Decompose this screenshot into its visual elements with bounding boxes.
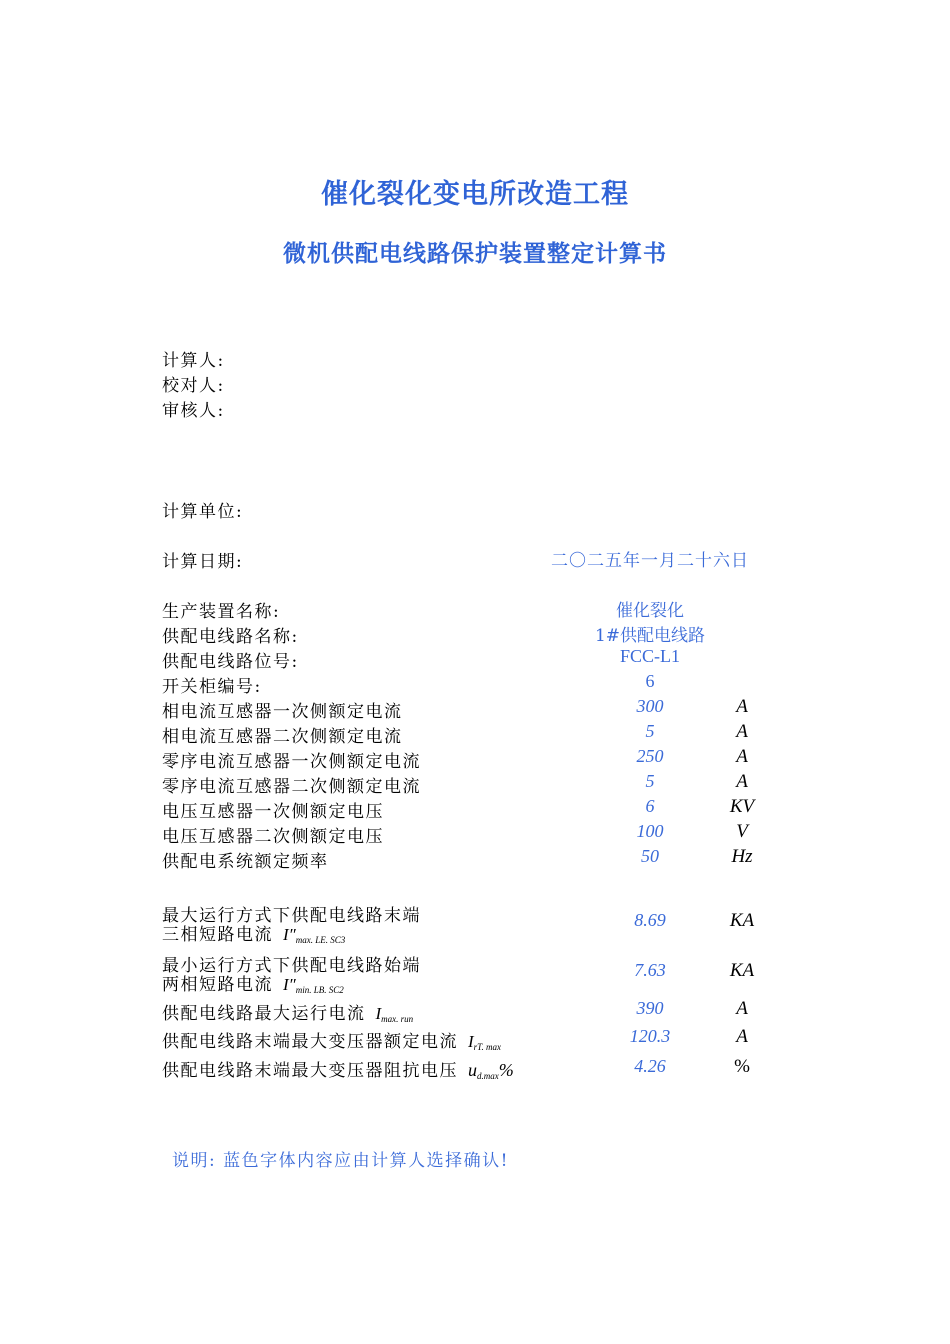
document-title: 微机供配电线路保护装置整定计算书 xyxy=(283,240,667,267)
param-unit: A xyxy=(736,721,748,742)
extra-label: 供配电线路末端最大变压器阻抗电压 $u_{d.max}\%$ xyxy=(162,1060,514,1081)
sc-label-line1: 最大运行方式下供配电线路末端 xyxy=(162,906,421,926)
extra-value: 390 xyxy=(636,998,664,1018)
param-label: 相电流互感器一次侧额定电流 xyxy=(162,702,403,722)
param-unit: KV xyxy=(729,796,755,817)
extra-label: 供配电线路末端最大变压器额定电流 $I_{rT. max}$ xyxy=(162,1032,502,1052)
sc-symbol: $I''_{max. LE. SC3}$ xyxy=(283,925,346,945)
extra-symbol: $I_{rT. max}$ xyxy=(468,1032,502,1052)
param-label: 开关柜编号: xyxy=(162,677,262,697)
extra-symbol: $u_{d.max}\%$ xyxy=(468,1060,514,1081)
calculator-label: 计算人: xyxy=(162,351,225,371)
param-value: 1#供配电线路 xyxy=(594,626,706,646)
project-title: 催化裂化变电所改造工程 xyxy=(321,179,629,210)
param-label: 相电流互感器二次侧额定电流 xyxy=(162,727,403,747)
param-label: 电压互感器二次侧额定电压 xyxy=(162,827,384,847)
checker-label: 校对人: xyxy=(162,376,225,396)
extra-unit: A xyxy=(736,998,748,1019)
param-value: 100 xyxy=(636,821,664,841)
param-value: 5 xyxy=(645,771,655,791)
sc-value: 8.69 xyxy=(634,910,666,930)
param-value: 300 xyxy=(636,696,664,716)
calc-date-value: 二〇二五年一月二十六日 xyxy=(551,551,749,571)
param-value: 催化裂化 xyxy=(616,601,684,621)
sc-label-line1: 最小运行方式下供配电线路始端 xyxy=(162,956,421,976)
param-label: 供配电系统额定频率 xyxy=(162,852,329,872)
note-text: 说明: 蓝色字体内容应由计算人选择确认! xyxy=(172,1151,509,1171)
param-value: 50 xyxy=(641,846,659,866)
param-value: 5 xyxy=(645,721,655,741)
param-unit: V xyxy=(736,821,748,842)
param-label: 零序电流互感器一次侧额定电流 xyxy=(162,752,421,772)
sc-label-line2: 三相短路电流 $I''_{max. LE. SC3}$ xyxy=(162,925,346,945)
extra-value: 4.26 xyxy=(634,1056,666,1076)
param-unit: A xyxy=(736,696,748,717)
calc-unit-label: 计算单位: xyxy=(162,502,244,522)
param-value: 6 xyxy=(645,796,655,816)
calc-date-label: 计算日期: xyxy=(162,552,244,572)
param-label: 生产装置名称: xyxy=(162,602,281,622)
extra-symbol: $I_{max. run}$ xyxy=(375,1004,414,1024)
param-value: 250 xyxy=(636,746,664,766)
sc-unit: KA xyxy=(729,910,755,931)
extra-unit: A xyxy=(736,1026,748,1047)
param-label: 供配电线路名称: xyxy=(162,627,299,647)
param-unit: A xyxy=(736,771,748,792)
sc-unit: KA xyxy=(729,960,755,981)
param-value: 6 xyxy=(645,671,655,691)
sc-label-line2: 两相短路电流 $I''_{min. LB. SC2}$ xyxy=(162,975,344,995)
param-label: 供配电线路位号: xyxy=(162,652,299,672)
sc-symbol: $I''_{min. LB. SC2}$ xyxy=(283,975,344,995)
extra-label: 供配电线路最大运行电流 $I_{max. run}$ xyxy=(162,1004,414,1024)
param-unit: Hz xyxy=(731,846,753,867)
extra-value: 120.3 xyxy=(629,1026,671,1046)
param-label: 电压互感器一次侧额定电压 xyxy=(162,802,384,822)
sc-value: 7.63 xyxy=(634,960,666,980)
extra-unit: % xyxy=(734,1056,750,1077)
param-unit: A xyxy=(736,746,748,767)
reviewer-label: 审核人: xyxy=(162,401,225,421)
param-value: FCC-L1 xyxy=(619,646,680,666)
param-label: 零序电流互感器二次侧额定电流 xyxy=(162,777,421,797)
